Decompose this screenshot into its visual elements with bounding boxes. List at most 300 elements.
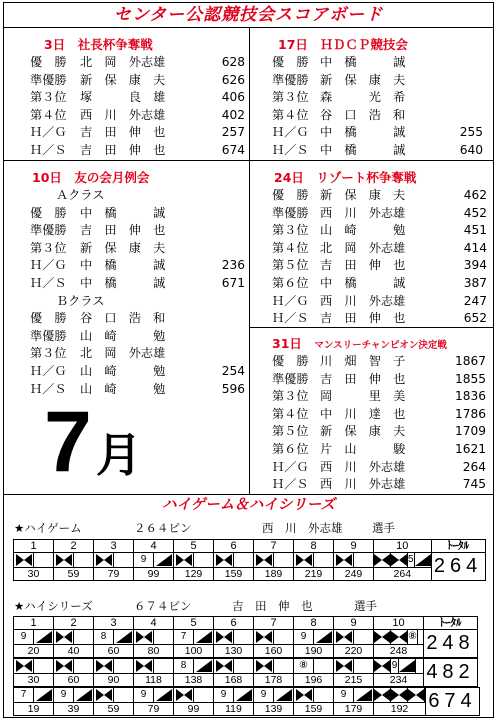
score-value: 640 [459,142,483,157]
score-value: 236 [221,258,245,273]
frame-balls [174,659,214,674]
rank-label: 第５位 [272,258,309,273]
ball-mark [334,659,353,673]
result-row [272,240,487,258]
score-value: 745 [462,477,486,492]
cumulative-score: 219 [294,568,334,581]
player-name: 山 崎 勉 [80,363,166,378]
ball-mark [294,688,313,702]
result-row [272,388,490,406]
series-scorecard-3 [13,687,480,716]
ball-mark [153,630,173,644]
section-title: 10日 友の会月例会 [32,170,150,185]
ball-mark [94,659,113,673]
rank-label: 第４位 [272,240,309,255]
frame-number: 7 [254,540,294,553]
frame-balls [14,553,54,568]
rank-label: 第３位 [272,223,309,238]
cumulative-score: 60 [54,674,94,687]
ball-mark [398,659,415,673]
player-name: 中 橋 誠 [320,142,406,157]
ball-mark [33,659,53,673]
frame-balls [374,659,424,674]
score-value: 1709 [454,424,486,439]
result-row [272,54,487,72]
result-row [30,257,245,275]
score-value: 414 [463,240,487,255]
ball-mark: 9 [140,554,147,565]
player-name: 山 崎 勉 [80,328,166,343]
cumulative-score: 90 [94,674,134,687]
month-label [44,394,142,490]
rank-label: 第３位 [272,90,309,105]
result-row [272,257,487,275]
player-name: 新 保 康 夫 [80,240,166,255]
cumulative-score: 59 [94,703,134,716]
high-series-player: 吉 田 伸 也 [232,599,313,613]
ball-mark [33,553,53,567]
ball-mark [233,688,253,702]
result-row [272,476,490,494]
player-name: 塚 良 雄 [80,90,166,105]
player-name: 中 橋 誠 [320,55,406,69]
frame-balls [334,630,374,645]
section-24 [272,169,487,328]
ball-mark [134,630,153,644]
cumulative-score: 59 [54,568,94,581]
ball-mark [353,553,373,567]
ball-mark [33,630,53,644]
ball-mark: 7 [20,689,27,700]
player-name: 西 川 外志雄 [80,107,166,122]
rank-label: Ｈ／Ｓ [272,477,309,492]
result-row [30,345,245,363]
frame-balls [94,659,134,674]
frame-balls [334,553,374,568]
frame-number: 6 [214,540,254,553]
result-row [272,124,487,142]
rank-label: Ｈ／Ｇ [272,125,309,140]
total-header: ﾄｰﾀﾙ [431,540,485,553]
ball-mark [134,659,153,673]
score-value: 596 [221,381,245,396]
cumulative-score: 100 [174,645,214,658]
frame-balls [374,630,424,645]
frame-balls [14,630,54,645]
score-value: 394 [463,258,487,273]
cumulative-score: 39 [54,703,94,716]
result-row [30,222,245,240]
ball-mark [113,688,133,702]
frame-balls [214,688,254,703]
player-name: 中 橋 誠 [320,125,406,140]
frame-balls [134,553,174,568]
score-value: 247 [463,293,487,308]
score-value: 257 [221,125,245,140]
ball-mark [233,659,253,673]
divider [4,160,493,161]
rank-label: Ｈ／Ｇ [30,125,67,140]
frame-balls [254,553,294,568]
ball-mark [254,659,273,673]
cumulative-score: 234 [374,674,424,687]
ball-mark [273,688,293,702]
game-total: 674 [426,688,480,716]
ball-mark [334,630,353,644]
ball-mark [353,688,373,702]
ball-mark [73,659,93,673]
cumulative-score: 248 [374,645,424,658]
cumulative-score: 79 [94,568,134,581]
rank-label: 第５位 [272,424,309,439]
ball-mark: 9 [220,689,227,700]
result-row [30,89,245,107]
ball-mark [313,688,333,702]
score-value: 462 [463,188,487,202]
frame-balls [94,688,134,703]
ball-mark [390,688,407,702]
section-3 [30,36,245,160]
ball-mark [273,553,293,567]
result-row [272,459,490,477]
player-name: 新 保 康 夫 [320,188,406,202]
ball-mark: 8 [100,631,107,642]
result-row [272,72,487,90]
ball-mark [417,630,423,644]
ball-mark [73,688,93,702]
rank-label: 優 勝 [30,311,67,326]
frame-number: 10 [374,540,432,553]
result-row [30,107,245,125]
class-a-label: Ａクラス [56,188,105,202]
score-value: 652 [463,311,487,326]
frame-number: 1 [14,617,54,630]
ball-mark [113,553,133,567]
rank-label: 第３位 [30,240,67,255]
frame-balls [14,659,54,674]
ball-mark: 9 [260,689,267,700]
game-total: 264 [431,553,485,581]
ball-mark [390,630,407,644]
cumulative-score: 139 [254,703,294,716]
player-name: 吉 田 伸 也 [80,142,166,157]
result-row [30,328,245,346]
high-series-header [14,599,494,614]
player-name: 中 橋 誠 [80,205,166,220]
player-name: 山 崎 勉 [320,223,406,238]
result-row [272,275,487,293]
score-value: 452 [463,205,487,220]
ball-mark [294,553,313,567]
scoreboard-page [3,2,494,718]
frame-number: 7 [254,617,294,630]
frame-balls [134,688,174,703]
high-game-scorecard [13,539,486,581]
player-name: 新 保 康 夫 [320,72,406,87]
rank-label: Ｈ／Ｓ [272,142,309,157]
score-value: 264 [462,459,486,474]
score-value: 402 [221,107,245,122]
frame-balls [134,659,174,674]
frame-number: 4 [134,617,174,630]
cumulative-score: 40 [54,645,94,658]
rank-label: 第６位 [272,275,309,290]
result-row [272,222,487,240]
ball-mark [254,630,273,644]
ball-mark [94,553,113,567]
ball-mark [273,659,293,673]
ball-mark [233,553,253,567]
score-value: 674 [221,142,245,157]
game-total: 482 [424,659,478,687]
ball-mark: 9 [340,689,347,700]
cumulative-score: 160 [254,645,294,658]
result-row [272,187,487,205]
result-row [272,89,487,107]
cumulative-score: 159 [294,703,334,716]
result-row [30,72,245,90]
player-name: 西 川 外志雄 [320,477,406,492]
ball-mark [153,659,173,673]
frame-balls [174,553,214,568]
section-title: 24日 リゾート杯争奪戦 [274,170,417,185]
month-unit: 月 [95,428,142,482]
frame-balls [254,659,294,674]
result-row [30,310,245,328]
ball-mark [54,659,73,673]
page-title: センター公認競技会スコアボード [113,5,384,25]
series-scorecard-1 [13,616,478,658]
frame-balls [254,688,294,703]
ball-mark: 9 [60,689,67,700]
frame-balls [94,553,134,568]
player-name: 北 岡 外志雄 [80,346,166,361]
rank-label: Ｈ／Ｇ [30,258,67,273]
cumulative-score: 79 [134,703,174,716]
high-series-label: ★ハイシリーズ [14,599,93,613]
frame-number: 9 [334,540,374,553]
frame-balls [294,553,334,568]
player-name: 谷 口 浩 和 [320,107,406,122]
ball-mark [193,659,213,673]
ball-mark [14,659,33,673]
result-row [30,54,245,72]
rank-label: 第４位 [30,107,67,122]
rank-label: 第４位 [272,406,309,421]
ball-mark [374,688,390,702]
player-name: 西 川 外志雄 [320,459,406,474]
frame-number: 8 [294,617,334,630]
ball-mark [153,553,173,567]
rank-label: 優 勝 [272,55,309,69]
month-number: 7 [44,394,92,490]
frame-balls [334,659,374,674]
score-value: 1836 [454,389,486,404]
section-title: 3日 社長杯争奪戦 [44,37,153,52]
player-name: 吉 田 伸 也 [320,371,406,386]
cumulative-score: 129 [174,568,214,581]
result-row [272,107,487,125]
ball-mark [313,630,333,644]
frame-number: 6 [214,617,254,630]
cumulative-score: 19 [14,703,54,716]
result-row [272,310,487,328]
high-game-label: ★ハイゲーム [14,521,82,535]
score-value: 626 [221,72,245,87]
player-name: 森 光 希 [320,90,406,105]
player-name: 中 橋 誠 [80,258,166,273]
frame-number: 1 [14,540,54,553]
frame-balls [254,630,294,645]
frame-balls [54,659,94,674]
rank-label: Ｈ／Ｓ [30,142,67,157]
rank-label: 優 勝 [272,188,309,202]
frame-balls [94,630,134,645]
ball-mark: 9 [300,631,307,642]
player-name: 西 川 外志雄 [320,293,406,308]
ball-mark [353,630,373,644]
rank-label: 準優勝 [30,223,67,238]
score-value: 1867 [454,354,486,368]
cumulative-score: 159 [214,568,254,581]
ball-mark [113,630,133,644]
ball-mark [254,553,273,567]
frame-balls [174,688,214,703]
ball-mark: 5 [408,554,414,565]
high-series-suffix: 選手 [354,599,377,613]
rank-label: 第４位 [272,107,309,122]
result-row [272,441,490,459]
ball-mark [424,688,425,702]
section-title [272,335,490,353]
ball-mark [390,553,407,567]
ball-mark: ⑧ [299,660,308,671]
ball-mark [374,630,390,644]
result-row [272,353,490,371]
section-10 [30,169,245,398]
score-value: 1786 [454,406,486,421]
cumulative-score: 30 [14,674,54,687]
rank-label: Ｈ／Ｓ [30,381,67,396]
rank-label: 準優勝 [30,72,67,87]
rank-label: 優 勝 [272,354,309,368]
result-row [272,205,487,223]
series-scorecard-2 [13,658,478,687]
ball-mark [214,553,233,567]
rank-label: 優 勝 [30,205,67,220]
ball-mark: 7 [180,631,187,642]
player-name: 新 保 康 夫 [80,72,166,87]
cumulative-score: 192 [374,703,426,716]
ball-mark [113,659,133,673]
frame-balls [54,688,94,703]
rank-label: Ｈ／Ｇ [30,363,67,378]
ball-mark [54,630,73,644]
cumulative-score: 189 [254,568,294,581]
rank-label: Ｈ／Ｇ [272,459,309,474]
frame-balls [294,688,334,703]
total-header: ﾄｰﾀﾙ [424,617,478,630]
frame-balls [374,688,426,703]
score-value: 406 [221,90,245,105]
ball-mark [193,688,213,702]
frame-number: 4 [134,540,174,553]
ball-mark [374,659,390,673]
divider [249,27,250,494]
ball-mark [334,553,353,567]
frame-balls [294,659,334,674]
ball-mark [73,553,93,567]
frame-number: 5 [174,540,214,553]
frame-number: 3 [94,617,134,630]
cumulative-score: 264 [374,568,432,581]
frame-number: 10 [374,617,424,630]
frame-balls [374,553,432,568]
frame-balls [214,659,254,674]
ball-mark [273,630,293,644]
rank-label: 第３位 [30,90,67,105]
rank-label: 第３位 [272,389,309,404]
cumulative-score: 179 [334,703,374,716]
ball-mark [174,688,193,702]
player-name: 吉 田 伸 也 [80,125,166,140]
rank-label: 優 勝 [30,55,67,69]
ball-mark [214,659,233,673]
ball-mark [94,688,113,702]
player-name: 山 崎 勉 [80,381,166,396]
player-name: 北 岡 外志雄 [320,240,406,255]
cumulative-score: 220 [334,645,374,658]
frame-balls [214,553,254,568]
ball-mark: 9 [391,660,398,671]
cumulative-score: 60 [94,645,134,658]
score-value: 671 [221,275,245,290]
high-game-player: 西 川 外志雄 [262,521,343,535]
ball-mark [14,553,33,567]
ball-mark [414,553,431,567]
cumulative-score: 215 [334,674,374,687]
rank-label: 準優勝 [272,205,309,220]
section-17 [272,36,487,160]
cumulative-score: 30 [14,568,54,581]
cumulative-score: 249 [334,568,374,581]
score-value: 387 [463,275,487,290]
section-31 [272,335,490,494]
player-name: 吉 田 伸 也 [80,223,166,238]
result-row [272,406,490,424]
rank-label: 第３位 [30,346,67,361]
player-name: 吉 田 伸 也 [320,311,406,326]
ball-mark [174,553,193,567]
score-value: 254 [221,363,245,378]
frame-balls [54,630,94,645]
ball-mark [313,553,333,567]
result-row [30,124,245,142]
cumulative-score: 130 [214,645,254,658]
player-name: 中 橋 誠 [320,275,406,290]
class-b-label: Ｂクラス [56,293,105,308]
cumulative-score: 80 [134,645,174,658]
result-row [30,275,245,293]
rank-label: Ｈ／Ｓ [272,311,309,326]
high-series-pins: ６７４ピン [134,599,192,613]
score-value: 255 [459,125,483,140]
result-row [272,371,490,389]
result-row [30,142,245,160]
player-name: 中 川 達 也 [320,406,406,421]
cumulative-score: 190 [294,645,334,658]
ball-mark [374,553,390,567]
